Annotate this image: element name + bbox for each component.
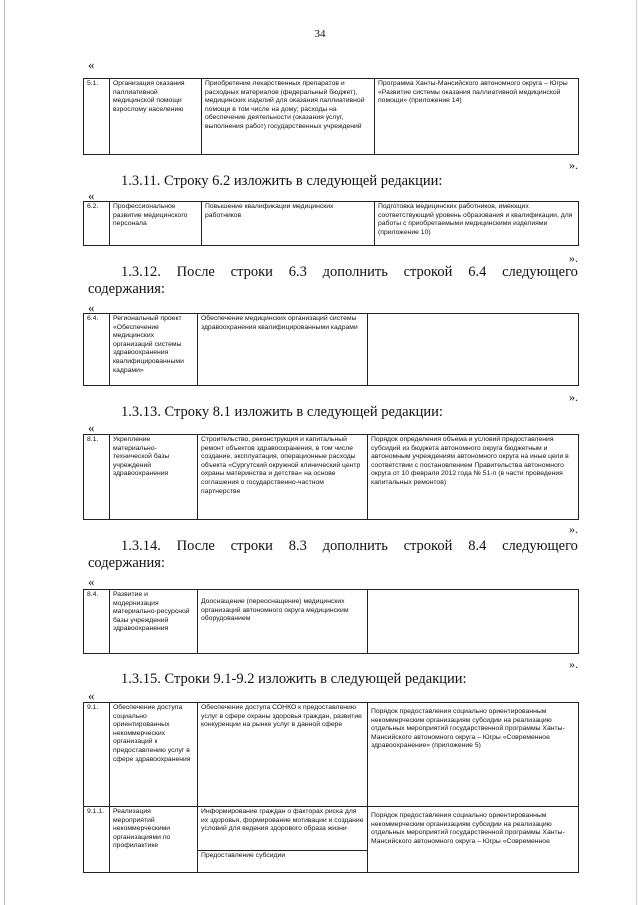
page-number: 34 [314,28,326,40]
row-number: 9.1.1. [84,807,110,873]
row-document: Порядок определения объема и условий предоставления субсидий из бюджета автономного округа бюджетным и автономным учреждениям автономного округа на иные цели в соответствии с постановлением Правительства автономного округа от 10 февраля 2012 года № 51-п (в части проведения капитальных ремонтов) [368,435,579,520]
row-document: Порядок предоставления социально ориентированным некоммерческим организациям субсидии на реализацию отдельных мероприятий государственной программы Ханты-Мансийского автономного округа – Югры «Современное [368,807,579,873]
paragraph-word: следующего [502,538,578,554]
paragraph-word: После [176,538,215,554]
open-quote: « [88,188,95,203]
table-block-9-1 [83,702,579,873]
row-direction: Дооснащение (переоснащение) медицинских организаций автономного округа медицинским оборудованием [198,590,368,654]
paragraph-1-3-13: 1.3.13. Строку 8.1 изложить в следующей редакции: [121,404,443,420]
row-number: 5.1. [84,79,110,155]
paragraph-word: 6.4 [468,264,487,280]
row-document: Подготовка медицинских работников, имеющих соответствующий уровень образования и квалификации, для работы с приобретаемыми медицинскими изделиями (приложение 10) [375,202,579,246]
open-quote: « [88,688,95,703]
row-direction-text: Информирование граждан о факторах риска для их здоровья, формирование мотивации и создание условий для ведения здорового образа жизни [198,807,367,851]
row-document: Программа Ханты-Мансийского автономного округа – Югры «Развитие системы оказания паллиативной медицинской помощи» (приложение 14) [375,79,579,155]
row-document [368,314,579,386]
close-quote: ». [569,657,578,671]
row-number: 6.2. [84,202,110,246]
paragraph-word: 1.3.12. [121,264,161,280]
open-quote: « [88,57,95,72]
table-block-8-4 [83,589,579,654]
row-name: Региональный проект «Обеспечение медицинских организаций системы здравоохранения квалифицированными кадрами» [110,314,198,386]
table-row [84,703,579,807]
paragraph-1-3-14 [88,538,578,572]
open-quote: « [88,574,95,589]
paragraph-word: строкой [403,538,453,554]
row-name: Развитие и модернизация материально-ресурсной базы учреждений здравоохранения [110,590,198,654]
table-row [84,314,579,386]
paragraph-word: 8.4 [468,538,487,554]
paragraph-line: содержания: [88,281,166,297]
paragraph-word: строкой [403,264,453,280]
row-name: Профессиональное развитие медицинского персонала [110,202,202,246]
row-document [368,590,579,654]
row-direction: Обеспечение медицинских организаций системы здравоохранения квалифицированными кадрами [198,314,368,386]
row-document: Порядок предоставления социально ориентированным некоммерческим организациям субсидии на реализацию отдельных мероприятий государственной программы Ханты-Мансийского автономного округа – Югры «Современное здравоохранение» (приложение 5) [368,703,579,807]
row-direction: Обеспечение доступа СОНКО к предоставлению услуг в сфере охраны здоровья граждан, развитие конкуренции на рынке услуг в данной сфере [198,703,368,807]
paragraph-1-3-12 [88,264,578,298]
paragraph-1-3-15: 1.3.15. Строки 9.1-9.2 изложить в следующей редакции: [121,671,467,687]
row-direction: Строительство, реконструкция и капитальный ремонт объектов здравоохранения, в том числе создание, эксплуатация, операционные расходы объекта «Сургутский окружной клинический центр охраны материнства и детства» на основе соглашения о государственно-частном партнерстве [198,435,368,520]
paragraph-word: строки [230,264,273,280]
row-name: Обеспечение доступа социально ориентированных некоммерческих организаций к предоставлению услуг в сфере здравоохранения [110,703,198,807]
row-direction: Приобретение лекарственных препаратов и расходных материалов (федеральный бюджет), медицинских изделий для оказания паллиативной помощи в том числе на дому; расходы на обеспечение деятельности (оказания услуг, выполнения работ) государственных учреждений [202,79,375,155]
row-direction [198,807,368,873]
row-number: 6.4. [84,314,110,386]
open-quote: « [88,300,95,315]
row-number: 8.4. [84,590,110,654]
row-name: Укрепление материально-технической базы учреждений здравоохранения [110,435,198,520]
table-block-6-4 [83,313,579,386]
row-name: Организация оказания паллиативной медицинской помощи взрослому населению [110,79,202,155]
table-row [84,807,579,873]
row-number: 9.1. [84,703,110,807]
table-row [84,435,579,520]
open-quote: « [88,420,95,435]
close-quote: ». [569,390,578,404]
paragraph-word: следующего [502,264,578,280]
table-row [84,79,579,155]
table-row [84,590,579,654]
row-name: Реализация мероприятий некоммерческими организациями по профилактике [110,807,198,873]
row-direction-extra: Предоставление субсидии [201,852,286,859]
paragraph-word: дополнить [322,538,388,554]
row-number: 8.1. [84,435,110,520]
close-quote: ». [569,522,578,536]
row-direction: Повышение квалификации медицинских работников [202,202,375,246]
close-quote: ». [569,251,578,265]
table-block-8-1 [83,434,579,520]
paragraph-word: дополнить [322,264,388,280]
paragraph-word: 8.3 [288,538,307,554]
page-edge-right [636,0,637,905]
close-quote: ». [569,158,578,172]
paragraph-word: строки [230,538,273,554]
table-row [84,202,579,246]
table-block-5-1 [83,78,579,155]
paragraph-word: 6.3 [288,264,307,280]
paragraph-1-3-11: 1.3.11. Строку 6.2 изложить в следующей редакции: [121,173,443,189]
table-block-6-2 [83,201,579,246]
page-edge-left [4,0,5,905]
paragraph-word: 1.3.14. [121,538,161,554]
paragraph-word: После [176,264,215,280]
paragraph-line: содержания: [88,555,166,571]
